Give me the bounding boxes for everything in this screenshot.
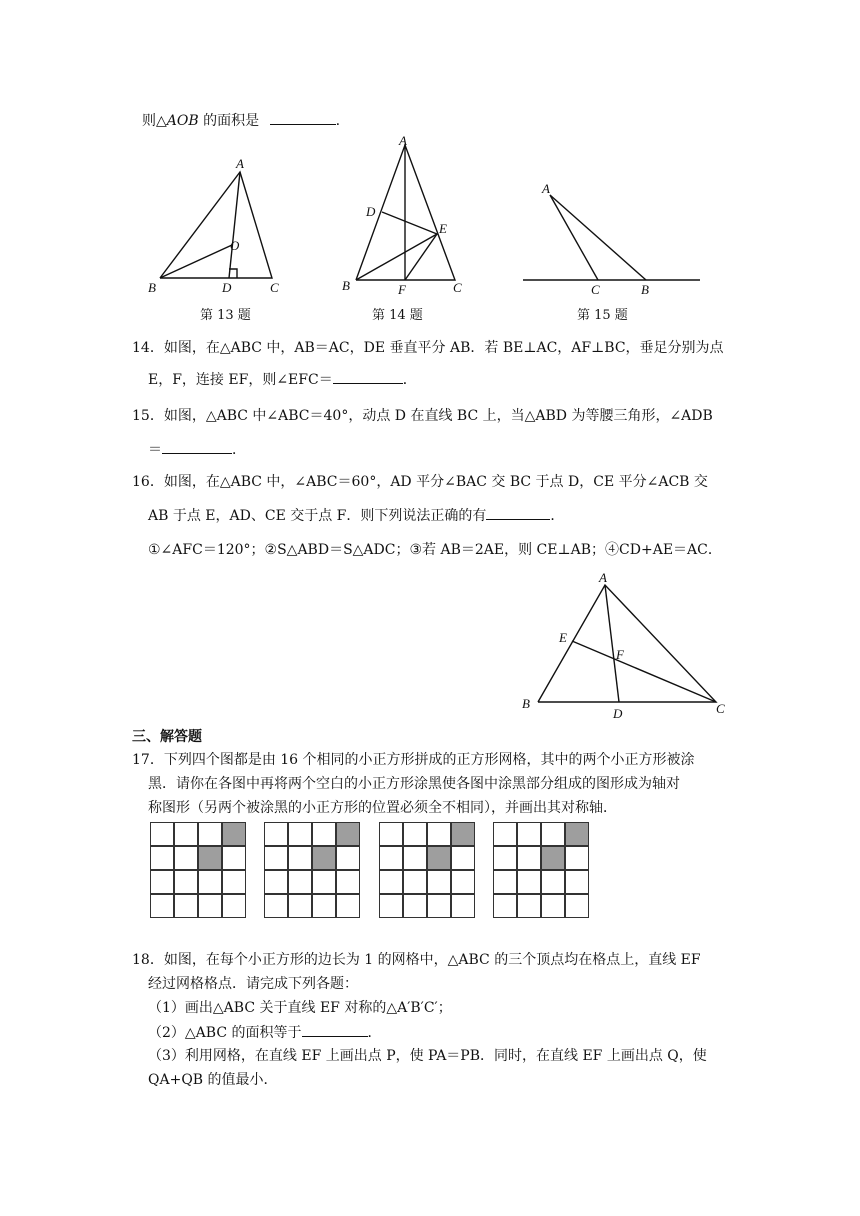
grid-cell[interactable] xyxy=(493,822,517,846)
grid-cell[interactable] xyxy=(174,822,198,846)
q14-line1: 14．如图，在△ABC 中，AB＝AC，DE 垂直平分 AB．若 BE⊥AC，AF⊥BC，垂足分别为点 xyxy=(132,340,724,356)
figure-15 xyxy=(515,175,705,300)
section-heading: 三、解答题 xyxy=(132,729,202,745)
q18-sub3: （3）利用网格，在直线 EF 上画出点 P，使 PA＝PB．同时，在直线 EF 上画出点 Q，使 xyxy=(148,1048,707,1064)
grid-cell[interactable] xyxy=(403,846,427,870)
grid-cell[interactable] xyxy=(379,870,403,894)
fig14-line-de xyxy=(382,212,437,234)
caption-13: 第 13 题 xyxy=(200,308,251,323)
q18-sub2-text: （2）△ABC 的面积等于 xyxy=(148,1025,302,1041)
grid-cell[interactable] xyxy=(379,822,403,846)
grid-cell[interactable] xyxy=(264,846,288,870)
caption-14: 第 14 题 xyxy=(372,308,423,323)
grid-cell[interactable] xyxy=(264,870,288,894)
grid-cell[interactable] xyxy=(198,894,222,918)
square-grid xyxy=(150,822,246,918)
grid-cell[interactable] xyxy=(174,846,198,870)
grid-cell-shaded[interactable] xyxy=(427,846,451,870)
fig15-line-ab xyxy=(550,195,646,280)
grid-cell[interactable] xyxy=(198,870,222,894)
grid-cell[interactable] xyxy=(150,870,174,894)
grid-cell[interactable] xyxy=(336,846,360,870)
fig16-label: E xyxy=(559,630,567,645)
grid-cell[interactable] xyxy=(336,870,360,894)
q18-sub3-cont: QA+QB 的值最小． xyxy=(148,1072,278,1088)
q15-line1: 15．如图，△ABC 中∠ABC＝40°，动点 D 在直线 BC 上，当△ABD 为等腰三角形，∠ADB xyxy=(132,408,713,424)
q14-end: ． xyxy=(402,372,417,388)
fig13-line-bo xyxy=(160,245,232,278)
grid-cell-shaded[interactable] xyxy=(312,846,336,870)
grid-cell[interactable] xyxy=(198,822,222,846)
grid-cell-shaded[interactable] xyxy=(336,822,360,846)
grid-cell[interactable] xyxy=(565,894,589,918)
grid-cell[interactable] xyxy=(451,846,475,870)
square-grid xyxy=(493,822,589,918)
fig16-label: D xyxy=(613,706,623,721)
fig14-label: E xyxy=(439,221,447,236)
caption-15: 第 15 题 xyxy=(577,308,628,323)
grid-cell[interactable] xyxy=(264,822,288,846)
grid-cell[interactable] xyxy=(222,846,246,870)
grid-cell[interactable] xyxy=(427,894,451,918)
fig16-label: B xyxy=(522,696,530,711)
grid-cell[interactable] xyxy=(427,822,451,846)
grid-cell[interactable] xyxy=(222,870,246,894)
q18-sub2-end: ． xyxy=(367,1025,382,1041)
q14-line2 xyxy=(148,369,417,390)
grid-cell[interactable] xyxy=(288,870,312,894)
q18-sub2 xyxy=(148,1022,382,1043)
q16-text: AB 于点 E，AD、CE 交于点 F．则下列说法正确的有 xyxy=(148,508,487,524)
fig14-label: D xyxy=(366,204,376,219)
q15-end: ． xyxy=(232,442,246,458)
grid-cell[interactable] xyxy=(493,846,517,870)
fig14-label: A xyxy=(399,135,407,148)
fig13-label: O xyxy=(230,238,240,253)
grid-cell[interactable] xyxy=(379,894,403,918)
fig16-line-ad xyxy=(605,585,619,702)
grid-cell[interactable] xyxy=(493,894,517,918)
answer-blank-13[interactable] xyxy=(270,110,336,125)
q16-end: ． xyxy=(550,508,565,524)
grid-cell[interactable] xyxy=(174,870,198,894)
fig14-label: C xyxy=(453,280,462,295)
fig15-label: B xyxy=(641,282,649,297)
fig14-line-ef xyxy=(405,234,437,280)
fig13-triangle-abc xyxy=(160,172,272,278)
fig16-line-ce xyxy=(572,641,716,702)
fig13-label: D xyxy=(222,280,232,295)
grid-cell[interactable] xyxy=(150,846,174,870)
q13-tail xyxy=(142,110,340,131)
grid-cell[interactable] xyxy=(312,870,336,894)
grid-cell[interactable] xyxy=(517,870,541,894)
fig13-label: C xyxy=(270,280,279,295)
fig16-label: F xyxy=(616,647,624,662)
figure-13 xyxy=(140,150,300,300)
fig14-line-be xyxy=(356,234,437,280)
grid-cell-shaded[interactable] xyxy=(541,846,565,870)
grid-cell[interactable] xyxy=(517,822,541,846)
grid-cell[interactable] xyxy=(288,846,312,870)
fig16-label: A xyxy=(599,570,607,585)
answer-blank-14[interactable] xyxy=(333,369,403,384)
answer-blank-15[interactable] xyxy=(162,439,232,454)
grid-cell[interactable] xyxy=(264,894,288,918)
grid-cell[interactable] xyxy=(451,870,475,894)
fig14-label: F xyxy=(398,282,406,297)
grid-cell[interactable] xyxy=(565,846,589,870)
q16-options: ①∠AFC＝120°；②S△ABD＝S△ADC；③若 AB＝2AE，则 CE⊥AB；④CD+AE＝AC． xyxy=(148,542,722,558)
q16-line2 xyxy=(148,505,564,526)
grid-cell[interactable] xyxy=(565,870,589,894)
grid-cell[interactable] xyxy=(427,870,451,894)
grid-cell[interactable] xyxy=(403,822,427,846)
grid-cell[interactable] xyxy=(403,870,427,894)
fig13-label: A xyxy=(236,156,244,171)
q14-text: E，F，连接 EF，则∠EFC＝ xyxy=(148,372,333,388)
q17-line3: 称图形（另两个被涂黑的小正方形的位置必须全不相同），并画出其对称轴． xyxy=(148,800,617,816)
grid-cell[interactable] xyxy=(312,894,336,918)
q18-line2: 经过网格格点．请完成下列各题： xyxy=(148,976,358,992)
fig16-label: C xyxy=(716,701,725,716)
grid-cell[interactable] xyxy=(336,894,360,918)
grid-cell[interactable] xyxy=(150,894,174,918)
fig13-line-ad xyxy=(229,172,240,278)
grid-cell[interactable] xyxy=(288,894,312,918)
q13-suffix: 的面积是 xyxy=(198,113,260,129)
q13-var: AOB xyxy=(166,113,199,129)
grid-cell[interactable] xyxy=(288,822,312,846)
q18-line1: 18．如图，在每个小正方形的边长为 1 的网格中，△ABC 的三个顶点均在格点上，直线 EF xyxy=(132,952,701,968)
grid-cell[interactable] xyxy=(379,846,403,870)
grid-cell[interactable] xyxy=(493,870,517,894)
fig15-label: C xyxy=(591,282,600,297)
fig13-label: B xyxy=(148,280,156,295)
q16-line1: 16．如图，在△ABC 中，∠ABC＝60°，AD 平分∠BAC 交 BC 于点 D，CE 平分∠ACB 交 xyxy=(132,474,708,490)
grid-cell[interactable] xyxy=(222,894,246,918)
grid-cell-shaded[interactable] xyxy=(565,822,589,846)
fig15-label: A xyxy=(542,181,550,196)
q13-prefix: 则△ xyxy=(142,113,167,129)
grid-cell[interactable] xyxy=(541,894,565,918)
q17-line2: 黑．请你在各图中再将两个空白的小正方形涂黑使各图中涂黑部分组成的图形成为轴对 xyxy=(148,776,680,792)
q15-line2 xyxy=(148,439,246,460)
q17-line1: 17．下列四个图都是由 16 个相同的小正方形拼成的正方形网格，其中的两个小正方形被涂 xyxy=(132,752,695,768)
grid-cell[interactable] xyxy=(541,870,565,894)
figure-16 xyxy=(518,568,736,726)
grid-cell-shaded[interactable] xyxy=(451,822,475,846)
q15-text: ＝ xyxy=(148,442,162,458)
grid-cell[interactable] xyxy=(517,846,541,870)
square-grid xyxy=(264,822,360,918)
grid-cell[interactable] xyxy=(403,894,427,918)
grid-cell[interactable] xyxy=(312,822,336,846)
grid-cell[interactable] xyxy=(517,894,541,918)
square-grid xyxy=(379,822,475,918)
q18-sub1: （1）画出△ABC 关于直线 EF 对称的△A′B′C′； xyxy=(148,1000,452,1016)
q13-end: . xyxy=(335,113,341,129)
grid-cell-shaded[interactable] xyxy=(222,822,246,846)
figure-14 xyxy=(336,135,476,300)
answer-blank-16[interactable] xyxy=(486,505,550,520)
fig14-label: B xyxy=(342,278,350,293)
grid-cell[interactable] xyxy=(541,822,565,846)
answer-blank-18[interactable] xyxy=(302,1022,368,1037)
grid-cell-shaded[interactable] xyxy=(198,846,222,870)
grid-cell[interactable] xyxy=(451,894,475,918)
grid-cell[interactable] xyxy=(174,894,198,918)
grid-cell[interactable] xyxy=(150,822,174,846)
fig15-line-ac xyxy=(550,195,598,280)
